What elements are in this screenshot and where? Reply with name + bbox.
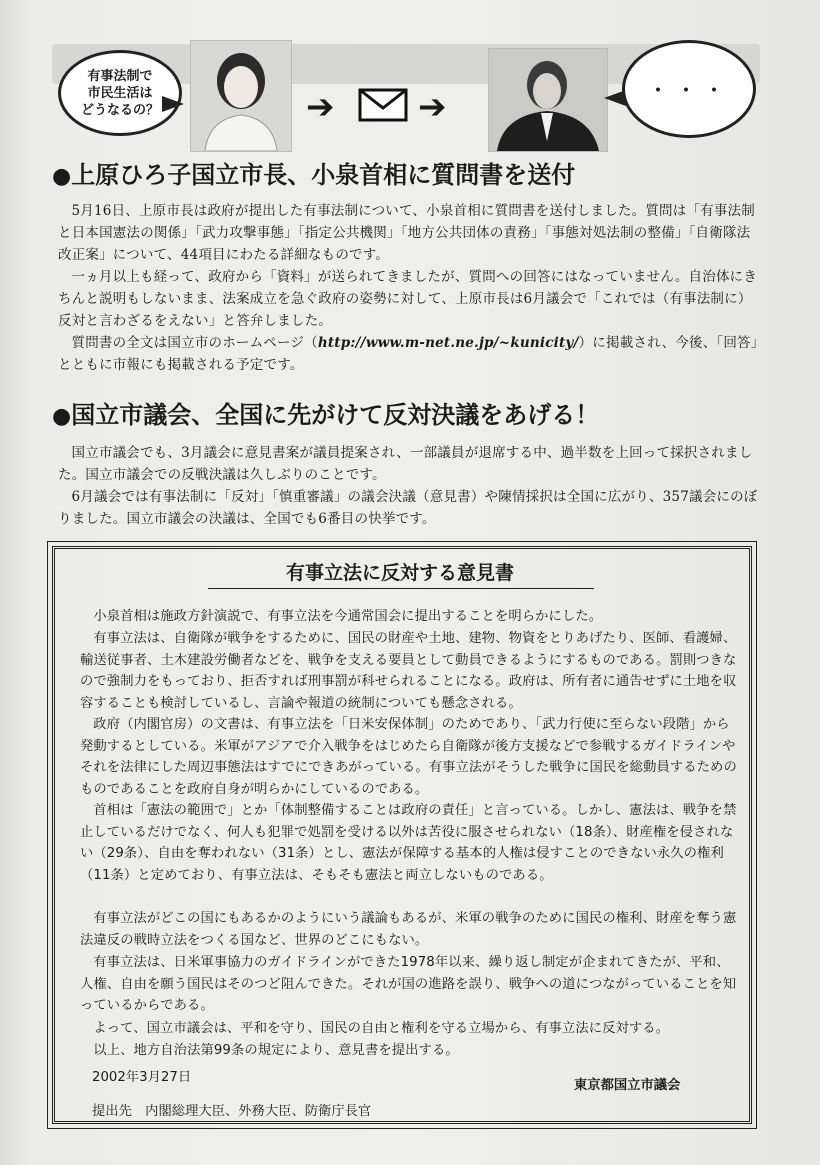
section1-paragraph-3 [58,332,758,376]
section1-p3-before: 質問書の全文は国立市のホームページ（ [71,335,318,351]
person-silhouette-icon [489,49,607,151]
arrow-right-icon: ➔ [418,87,447,127]
opinion-paragraph-7: よって、国立市議会は、平和を守り、国民の自由と権利を守る立場から、有事立法に反対する。 [93,1021,670,1036]
opinion-paragraph-3: 政府（内閣官房）の文書は、有事立法を「日米安保体制」のためであり、「武力行使に至らない段階」から発動するとしている。米軍がアジアで介入戦争をはじめたら自衛隊が後方支援などで参戦するガイドラインやそれを法律にした周辺事態法はすでにできあがっている。有事立法がそうした戦争に国民を総動員するためのものであることを政府自身が明らかにしているのである。 [80,717,737,797]
mayor-photo [190,40,292,152]
opinion-paragraph-8: 以上、地方自治法第99条の規定により、意見書を提出する。 [93,1043,459,1058]
speech-bubble-silence [622,40,756,138]
opinion-paragraph-6: 有事立法は、日米軍事協力のガイドラインができた1978年以来、繰り返し制定が企まれてきたが、平和、人権、自由を願う国民はそのつど阻んできた。それが国の進路を誤り、戦争への道につながっていることを知っているからである。 [80,955,737,1013]
opinion-signature: 東京都国立市議会 [574,1078,681,1093]
speech-bubble-question [58,50,182,136]
bubble-tail-left [162,96,184,112]
homepage-url-link[interactable]: http://www.m-net.ne.jp/~kunicity/ [317,335,579,351]
bullet-icon: ● [52,404,72,429]
opinion-date: 2002年3月27日 [92,1070,192,1085]
bubble-silence-text: ・・・ [646,78,731,104]
opinion-paragraph-2: 有事立法は、自衛隊が戦争をするために、国民の財産や土地、建物、物資をとりあげたり、医師、看護婦、輸送従事者、土木建設労働者などを、戦争を支える要員として動員できるようにするものである。罰則つきなので強制力をもっており、拒否すれば刑事罰が科せられることになる。政府は、所有者に通告せずに土地を収容することも検討しているし、言論や報道の統制についても懸念される。 [80,631,737,711]
prime-minister-photo [488,48,608,152]
section1-title [52,160,575,192]
opinion-paragraph-1: 小泉首相は施政方針演説で、有事立法を今通常国会に提出することを明らかにした。 [93,609,603,624]
opinion-destination: 提出先 内閣総理大臣、外務大臣、防衛庁長官 [92,1104,372,1119]
opinion-paragraph-4: 首相は「憲法の範囲で」とか「体制整備することは政府の責任」と言っている。しかし、憲法は、戦争を禁止しているだけでなく、何人も犯罪で処罰を受ける以外は苦役に服させられない（18条）、財産権を侵されない（29条）、自由を奪われない（31条）とし、憲法が保障する基本的人権は侵すことのできない永久の権利（11条）と定めており、有事立法は、そもそも憲法と両立しないものである。 [80,803,737,883]
opinion-paragraph-5: 有事立法がどこの国にもあるかのようにいう議論もあるが、米軍の戦争のために国民の権利、財産を奪う憲法違反の戦時立法をつくる国など、世界のどこにもない。 [80,911,737,948]
section2-title [52,400,599,432]
section2-title-text: 国立市議会、全国に先がけて反対決議をあげる！ [71,401,600,429]
person-silhouette-icon [191,41,291,151]
section2-paragraph-2: 6月議会では有事法制に「反対」「慎重審議」の議会決議（意見書）や陳情採択は全国に広がり、357議会にのぼりました。国立市議会の決議は、全国でも6番目の快挙です。 [58,489,758,527]
bubble-question-text: 有事法制で 市民生活は どうなるの？ [80,68,159,118]
opinion-title-underline [208,588,594,589]
arrow-right-icon: ➔ [306,87,335,127]
section1-paragraph-1: 5月16日、上原市長は政府が提出した有事法制について、小泉首相に質問書を送付しました。質問は「有事法制と日本国憲法の関係」「武力攻撃事態」「指定公共機関」「地方公共団体の責務」「事態対処法制の整備」「自衛隊法改正案」について、44項目にわたる詳細なものです。 [58,203,755,263]
section1-title-text: 上原ひろ子国立市長、小泉首相に質問書を送付 [71,161,576,189]
section2-paragraph-1: 国立市議会でも、3月議会に意見書案が議員提案され、一部議員が退席する中、過半数を上回って採択されました。国立市議会での反戦決議は久しぶりのことです。 [58,445,753,483]
opinion-title: 有事立法に反対する意見書 [285,562,514,584]
envelope-icon [358,88,408,122]
bullet-icon: ● [52,164,72,189]
section1-p3-after: ）に掲載され、今後、「回答」とともに市報にも掲載される予定です。 [58,335,758,373]
section1-paragraph-2: 一ヵ月以上も経って、政府から「資料」が送られてきましたが、質問への回答にはなっていません。自治体にきちんと説明もしないまま、法案成立を急ぐ政府の姿勢に対して、上原市長は6月議会で「これでは（有事法制に）反対と言わざるをえない」と答弁しました。 [58,269,758,329]
